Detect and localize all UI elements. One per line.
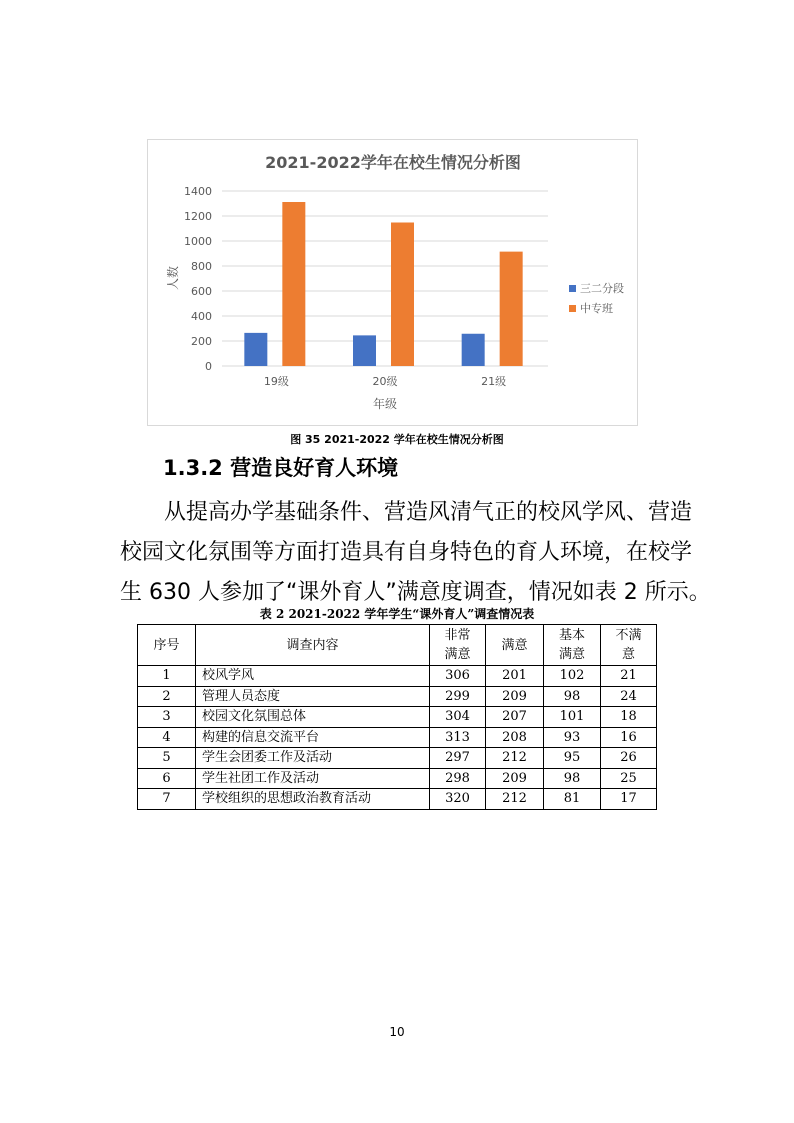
- header-cell: 调查内容: [196, 625, 430, 666]
- y-tick-label: 200: [191, 335, 212, 348]
- y-tick-label: 600: [191, 285, 212, 298]
- row-index: 4: [138, 727, 196, 748]
- row-index: 3: [138, 707, 196, 728]
- survey-item: 学校组织的思想政治教育活动: [196, 789, 430, 810]
- chart-title: 2021-2022学年在校生情况分析图: [265, 153, 521, 172]
- y-axis-title: 人数: [166, 265, 180, 291]
- paragraph-line: 生 630 人参加了“课外育人”满意度调查，情况如表 2 所示。: [120, 580, 711, 605]
- bar-series-2: [282, 202, 305, 366]
- survey-item: 校园文化氛围总体: [196, 707, 430, 728]
- y-tick-label: 1000: [184, 235, 212, 248]
- satisfied-count: 209: [486, 686, 544, 707]
- header-cell: [544, 625, 601, 666]
- table-row: [138, 727, 657, 748]
- row-index: 7: [138, 789, 196, 810]
- header-text: 不满 意: [615, 628, 642, 662]
- very-satisfied-count: 304: [430, 707, 486, 728]
- basically-satisfied-count: 102: [544, 666, 601, 687]
- page-number: 10: [389, 1025, 405, 1039]
- bar-series-1: [244, 333, 267, 366]
- satisfied-count: 209: [486, 768, 544, 789]
- very-satisfied-count: 298: [430, 768, 486, 789]
- header-cell: [430, 625, 486, 666]
- legend-swatch: [569, 285, 576, 292]
- basically-satisfied-count: 95: [544, 748, 601, 769]
- very-satisfied-count: 297: [430, 748, 486, 769]
- paragraph-line: 从提高办学基础条件、营造风清气正的校风学风、营造: [164, 500, 693, 525]
- y-tick-label: 1400: [184, 185, 212, 198]
- survey-item: 管理人员态度: [196, 686, 430, 707]
- survey-item: 校风学风: [196, 666, 430, 687]
- section-heading: 1.3.2 营造良好育人环境: [163, 456, 399, 480]
- unsatisfied-count: 25: [601, 768, 657, 789]
- bar-series-1: [353, 335, 376, 366]
- bar-series-1: [462, 334, 485, 366]
- figure-caption: 图 35 2021-2022 学年在校生情况分析图: [290, 433, 504, 446]
- header-text: 基本 满意: [558, 628, 585, 662]
- bar-series-2: [500, 252, 523, 366]
- very-satisfied-count: 320: [430, 789, 486, 810]
- satisfied-count: 208: [486, 727, 544, 748]
- survey-item: 学生社团工作及活动: [196, 768, 430, 789]
- table-row: [138, 686, 657, 707]
- paragraph-line: 校园文化氛围等方面打造具有自身特色的育人环境，在校学: [120, 540, 693, 565]
- y-tick-label: 400: [191, 310, 212, 323]
- table-header-row: [138, 625, 657, 666]
- y-tick-label: 0: [205, 360, 212, 373]
- very-satisfied-count: 306: [430, 666, 486, 687]
- row-index: 5: [138, 748, 196, 769]
- satisfied-count: 207: [486, 707, 544, 728]
- x-tick-label: 21级: [481, 375, 507, 388]
- legend-swatch: [569, 305, 576, 312]
- row-index: 1: [138, 666, 196, 687]
- x-axis-title: 年级: [372, 397, 398, 411]
- table-row: [138, 768, 657, 789]
- table-row: [138, 748, 657, 769]
- legend-label: 中专班: [580, 302, 613, 315]
- survey-table: [137, 624, 657, 810]
- unsatisfied-count: 18: [601, 707, 657, 728]
- row-index: 6: [138, 768, 196, 789]
- bar-series-2: [391, 223, 414, 367]
- unsatisfied-count: 24: [601, 686, 657, 707]
- y-tick-label: 1200: [184, 210, 212, 223]
- table-row: [138, 666, 657, 687]
- y-tick-label: 800: [191, 260, 212, 273]
- satisfied-count: 201: [486, 666, 544, 687]
- very-satisfied-count: 313: [430, 727, 486, 748]
- unsatisfied-count: 17: [601, 789, 657, 810]
- legend-label: 三二分段: [580, 282, 624, 295]
- survey-item: 构建的信息交流平台: [196, 727, 430, 748]
- basically-satisfied-count: 98: [544, 768, 601, 789]
- table-row: [138, 789, 657, 810]
- x-tick-label: 20级: [372, 375, 398, 388]
- header-cell: [601, 625, 657, 666]
- body-paragraph: [120, 493, 711, 613]
- unsatisfied-count: 26: [601, 748, 657, 769]
- table-caption: 表 2 2021-2022 学年学生“课外育人”调查情况表: [259, 607, 535, 621]
- very-satisfied-count: 299: [430, 686, 486, 707]
- x-tick-label: 19级: [263, 375, 289, 388]
- satisfied-count: 212: [486, 748, 544, 769]
- table-row: [138, 707, 657, 728]
- satisfied-count: 212: [486, 789, 544, 810]
- survey-item: 学生会团委工作及活动: [196, 748, 430, 769]
- row-index: 2: [138, 686, 196, 707]
- bar-chart: [147, 139, 638, 426]
- header-cell: 满意: [486, 625, 544, 666]
- header-cell: 序号: [138, 625, 196, 666]
- unsatisfied-count: 16: [601, 727, 657, 748]
- header-text: 非常 满意: [444, 628, 471, 662]
- basically-satisfied-count: 81: [544, 789, 601, 810]
- unsatisfied-count: 21: [601, 666, 657, 687]
- basically-satisfied-count: 101: [544, 707, 601, 728]
- chart-svg: [148, 140, 639, 427]
- basically-satisfied-count: 93: [544, 727, 601, 748]
- basically-satisfied-count: 98: [544, 686, 601, 707]
